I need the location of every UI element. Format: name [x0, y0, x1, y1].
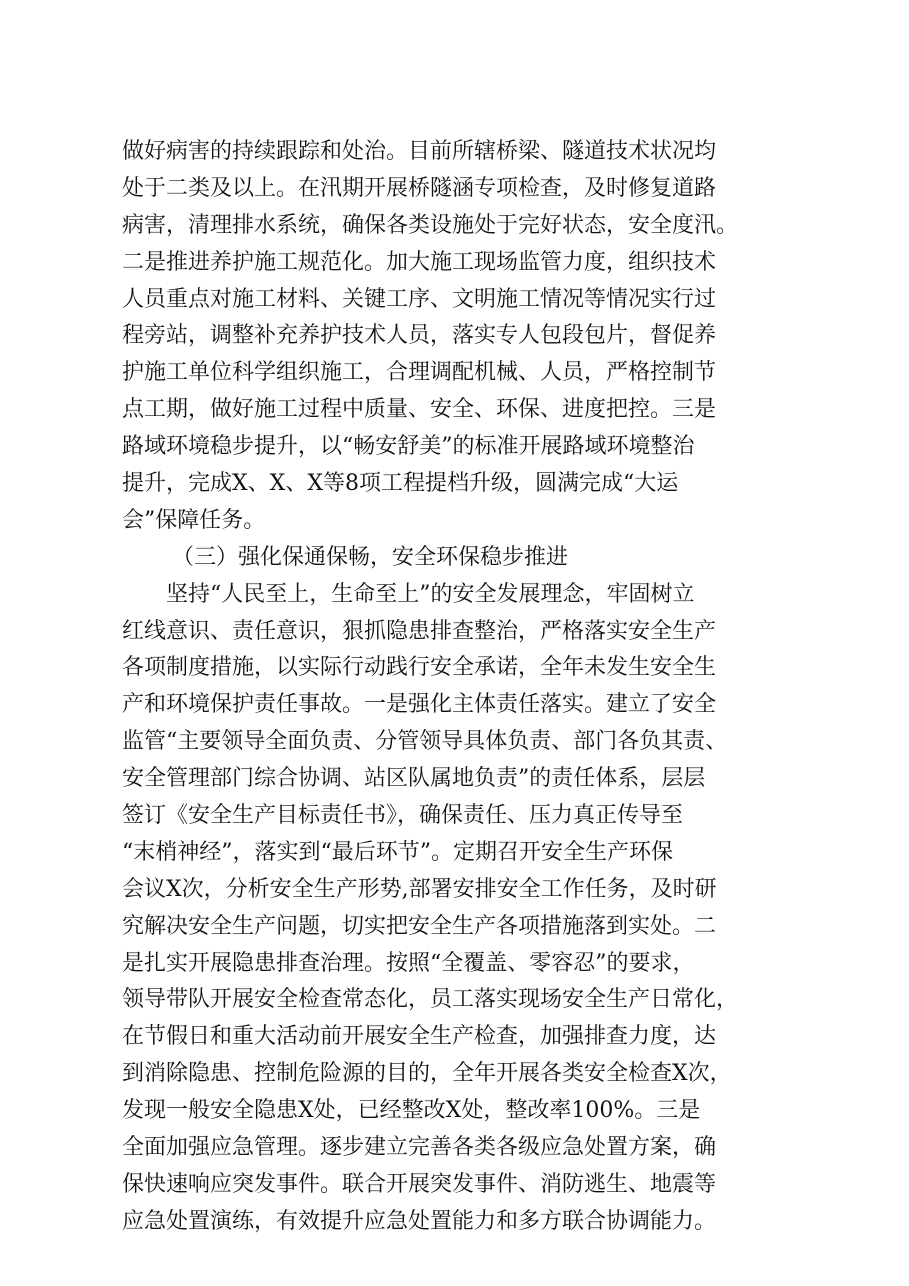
paragraph-line: 红线意识、责任意识，狠抓隐患排查整治，严格落实安全生产 — [122, 618, 717, 644]
paragraph-line: 发现一般安全隐患X处，已经整改X处，整改率100%。三是 — [122, 1098, 701, 1124]
paragraph-line: 全面加强应急管理。逐步建立完善各类各级应急处置方案，确 — [122, 1135, 717, 1161]
paragraph-line: 在节假日和重大活动前开展安全生产检查，加强排查力度，达 — [122, 1024, 717, 1050]
paragraph-line: 提升，完成X、X、X等8项工程提档升级，圆满完成“大运 — [122, 471, 679, 497]
paragraph-line: 点工期，做好施工过程中质量、安全、环保、进度把控。三是 — [122, 397, 717, 423]
paragraph-line: 程旁站，调整补充养护技术人员，落实专人包段包片，督促养 — [122, 323, 717, 349]
paragraph-line: 护施工单位科学组织施工，合理调配机械、人员，严格控制节 — [122, 360, 717, 386]
paragraph-line: 路域环境稳步提升，以“畅安舒美”的标准开展路域环境整治 — [122, 434, 695, 460]
paragraph-line: 病害，清理排水系统，确保各类设施处于完好状态，安全度汛。 — [122, 212, 739, 238]
paragraph-line: 处于二类及以上。在汛期开展桥隧涵专项检查，及时修复道路 — [122, 175, 717, 201]
paragraph-line: 二是推进养护施工规范化。加大施工现场监管力度，组织技术 — [122, 249, 717, 275]
paragraph-line: 领导带队开展安全检查常态化，员工落实现场安全生产日常化， — [122, 987, 739, 1013]
paragraph-line: 坚持“人民至上，生命至上”的安全发展理念，牢固树立 — [166, 581, 695, 607]
paragraph-line: 签订《安全生产目标责任书》，确保责任、压力真正传导至 — [122, 803, 684, 829]
paragraph-line: 是扎实开展隐患排查治理。按照“全覆盖、零容忍”的要求， — [122, 950, 695, 976]
paragraph-line: 产和环境保护责任事故。一是强化主体责任落实。建立了安全 — [122, 692, 717, 718]
paragraph-line: “末梢神经”，落实到“最后环节”。定期召开安全生产环保 — [122, 839, 673, 865]
paragraph-line: 应急处置演练，有效提升应急处置能力和多方联合协调能力。 — [122, 1208, 717, 1234]
paragraph-line: 究解决安全生产问题，切实把安全生产各项措施落到实处。二 — [122, 913, 717, 939]
section-heading: （三）强化保通保畅，安全环保稳步推进 — [172, 544, 569, 570]
paragraph-line: 人员重点对施工材料、关键工序、文明施工情况等情况实行过 — [122, 286, 717, 312]
paragraph-line: 监管“主要领导全面负责、分管领导具体负责、部门各负其责、 — [122, 729, 728, 755]
paragraph-line: 各项制度措施，以实际行动践行安全承诺，全年未发生安全生 — [122, 655, 717, 681]
document-body — [122, 134, 812, 1241]
paragraph-line: 会议X次，分析安全生产形势,部署安排安全工作任务，及时研 — [122, 876, 717, 902]
paragraph-line: 保快速响应突发事件。联合开展突发事件、消防逃生、地震等 — [122, 1171, 717, 1197]
paragraph-line: 到消除隐患、控制危险源的目的，全年开展各类安全检查X次， — [122, 1061, 732, 1087]
paragraph-line: 会”保障任务。 — [122, 507, 266, 533]
paragraph-line: 安全管理部门综合协调、站区队属地负责”的责任体系，层层 — [122, 766, 706, 792]
paragraph-line: 做好病害的持续跟踪和处治。目前所辖桥梁、隧道技术状况均 — [122, 139, 717, 164]
